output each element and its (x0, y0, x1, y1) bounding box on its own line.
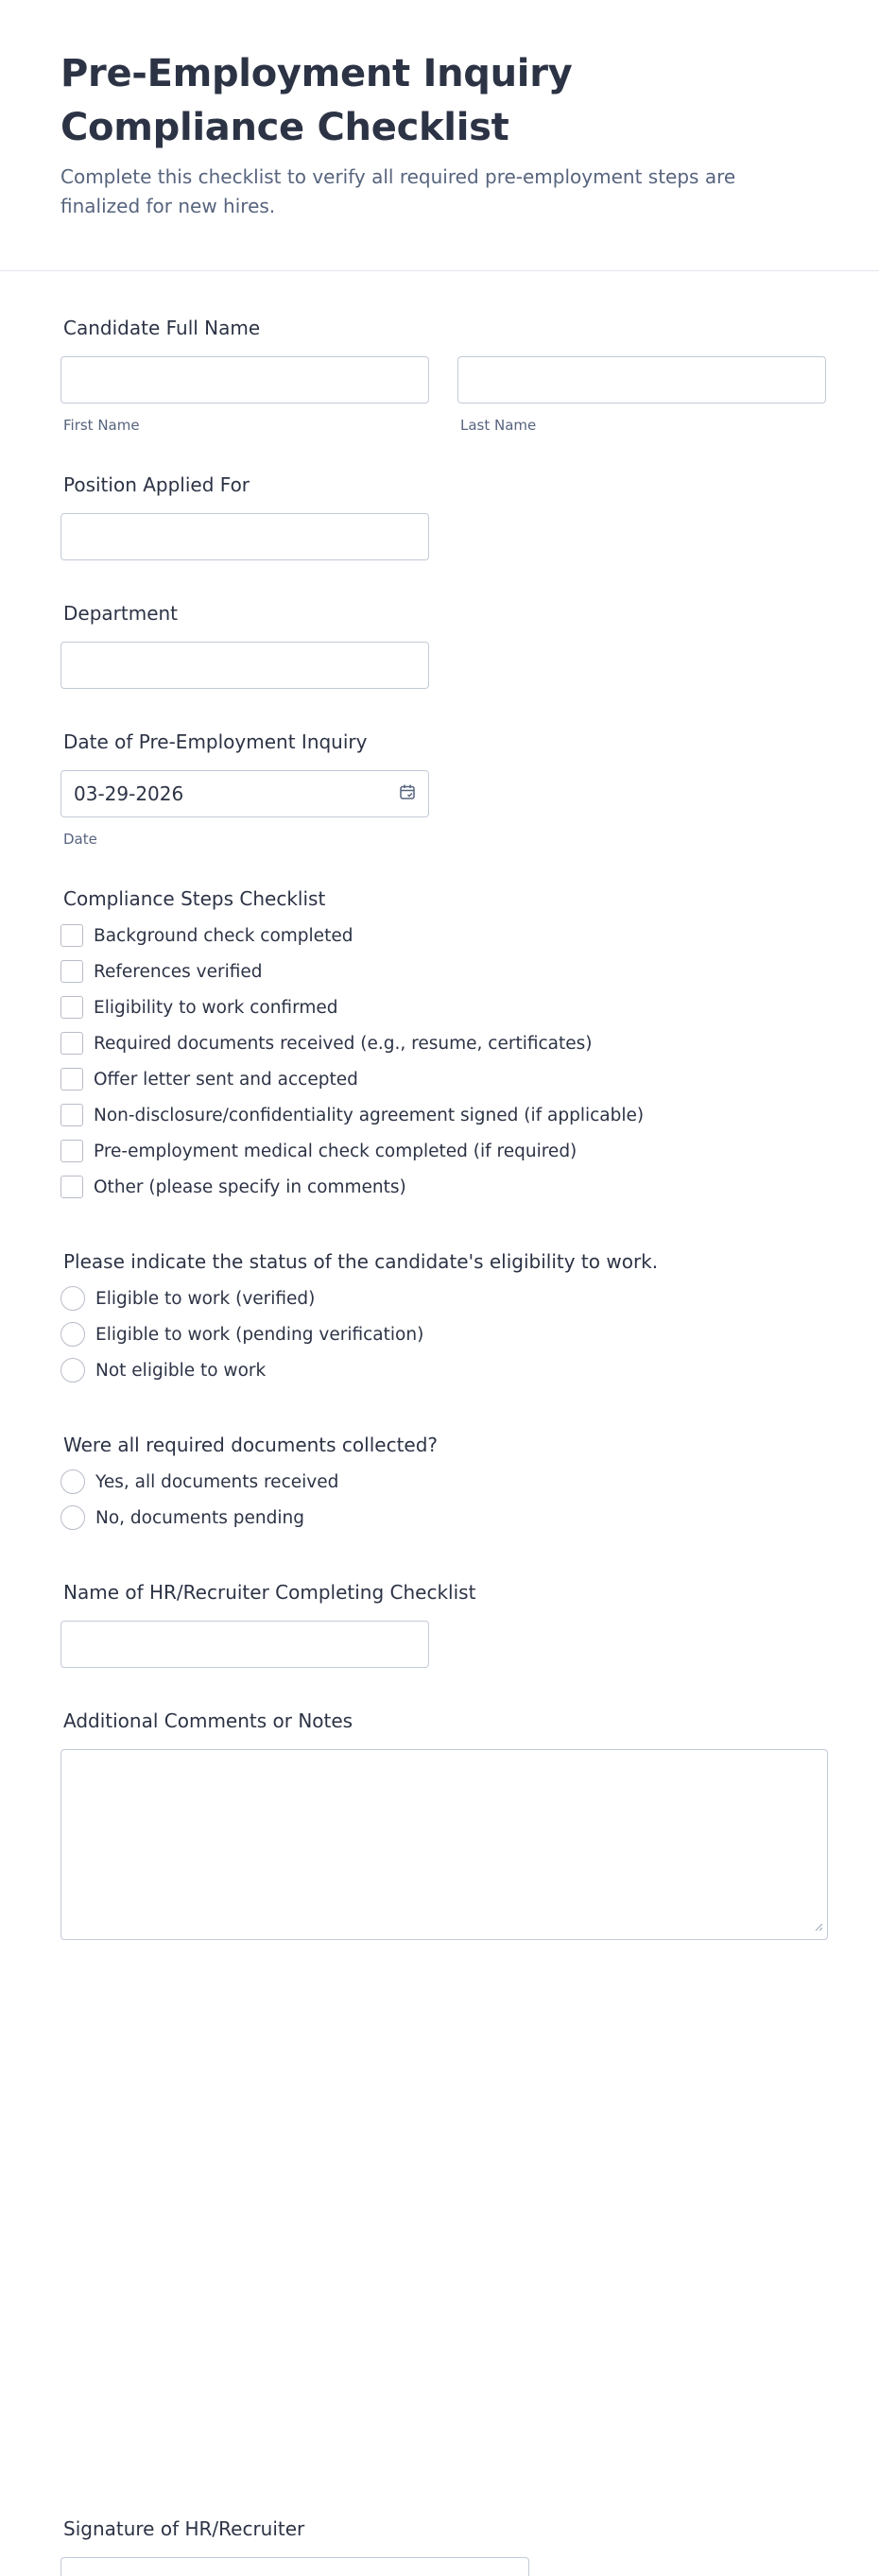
radio-button[interactable] (60, 1505, 85, 1530)
compliance-label: Compliance Steps Checklist (63, 887, 326, 910)
calendar-icon[interactable] (399, 782, 416, 805)
page-title: Pre-Employment Inquiry Compliance Checklist (60, 52, 573, 149)
compliance-option[interactable] (60, 1097, 819, 1133)
position-section (60, 473, 819, 560)
resize-handle-icon[interactable] (814, 1917, 823, 1935)
department-section (60, 602, 819, 689)
compliance-option-label: Eligibility to work confirmed (94, 997, 338, 1018)
signature-section (60, 2517, 529, 2576)
documents-option-label: No, documents pending (95, 1507, 304, 1528)
checkbox[interactable] (60, 996, 83, 1019)
compliance-option[interactable] (60, 1025, 819, 1061)
compliance-option-label: Offer letter sent and accepted (94, 1069, 358, 1090)
compliance-option[interactable] (60, 1169, 819, 1205)
candidate-name-section (60, 317, 819, 434)
compliance-option[interactable] (60, 953, 819, 989)
radio-button[interactable] (60, 1358, 85, 1382)
compliance-option-label: Background check completed (94, 925, 353, 946)
inquiry-date-input[interactable] (60, 770, 429, 817)
position-input[interactable] (60, 513, 429, 560)
checkbox[interactable] (60, 1032, 83, 1055)
department-label: Department (63, 602, 179, 625)
inquiry-date-section (60, 730, 819, 848)
last-name-input[interactable] (457, 356, 826, 404)
compliance-option[interactable] (60, 989, 819, 1025)
inquiry-date-value: 03-29-2026 (74, 782, 184, 805)
comments-textarea[interactable] (60, 1749, 828, 1940)
checkbox[interactable] (60, 1176, 83, 1198)
checkbox[interactable] (60, 1140, 83, 1162)
department-input[interactable] (60, 642, 429, 689)
radio-button[interactable] (60, 1286, 85, 1311)
compliance-section (60, 887, 819, 1205)
documents-option[interactable] (60, 1500, 819, 1536)
compliance-option-label: Pre-employment medical check completed (if required) (94, 1141, 577, 1161)
comments-label: Additional Comments or Notes (63, 1709, 353, 1732)
eligibility-option-label: Eligible to work (verified) (95, 1288, 316, 1309)
checkbox[interactable] (60, 960, 83, 983)
compliance-option-label: References verified (94, 961, 263, 982)
compliance-option[interactable] (60, 1061, 819, 1097)
signature-pad[interactable] (60, 2557, 529, 2576)
eligibility-option[interactable] (60, 1352, 819, 1388)
recruiter-name-input[interactable] (60, 1621, 429, 1668)
eligibility-label: Please indicate the status of the candidate's eligibility to work. (63, 1250, 659, 1273)
checkbox[interactable] (60, 924, 83, 947)
comments-section (60, 1709, 819, 1940)
eligibility-option-label: Eligible to work (pending verification) (95, 1324, 424, 1345)
recruiter-name-label: Name of HR/Recruiter Completing Checklist (63, 1581, 476, 1604)
checkbox[interactable] (60, 1104, 83, 1126)
radio-button[interactable] (60, 1469, 85, 1494)
inquiry-date-label: Date of Pre-Employment Inquiry (63, 730, 368, 753)
documents-option-label: Yes, all documents received (95, 1471, 339, 1492)
compliance-option-label: Non-disclosure/confidentiality agreement signed (if applicable) (94, 1105, 645, 1125)
first-name-input[interactable] (60, 356, 429, 404)
recruiter-name-section (60, 1581, 819, 1668)
documents-section (60, 1434, 819, 1536)
form-body (0, 317, 879, 2540)
compliance-option[interactable] (60, 918, 819, 953)
documents-option[interactable] (60, 1464, 819, 1500)
eligibility-section (60, 1250, 819, 1388)
eligibility-option[interactable] (60, 1316, 819, 1352)
form-header (0, 0, 879, 271)
first-name-sublabel: First Name (63, 417, 140, 434)
compliance-option[interactable] (60, 1133, 819, 1169)
position-label: Position Applied For (63, 473, 250, 496)
checkbox[interactable] (60, 1068, 83, 1091)
eligibility-option[interactable] (60, 1280, 819, 1316)
eligibility-option-label: Not eligible to work (95, 1360, 267, 1381)
documents-label: Were all required documents collected? (63, 1434, 439, 1456)
radio-button[interactable] (60, 1322, 85, 1347)
page-subtitle: Complete this checklist to verify all required pre-employment steps are finalized for new hires. (60, 165, 736, 217)
compliance-option-label: Other (please specify in comments) (94, 1176, 406, 1197)
inquiry-date-sublabel: Date (63, 831, 97, 848)
last-name-sublabel: Last Name (460, 417, 537, 434)
signature-label: Signature of HR/Recruiter (63, 2517, 305, 2540)
candidate-name-label: Candidate Full Name (63, 317, 261, 339)
compliance-option-label: Required documents received (e.g., resume, certificates) (94, 1033, 593, 1054)
